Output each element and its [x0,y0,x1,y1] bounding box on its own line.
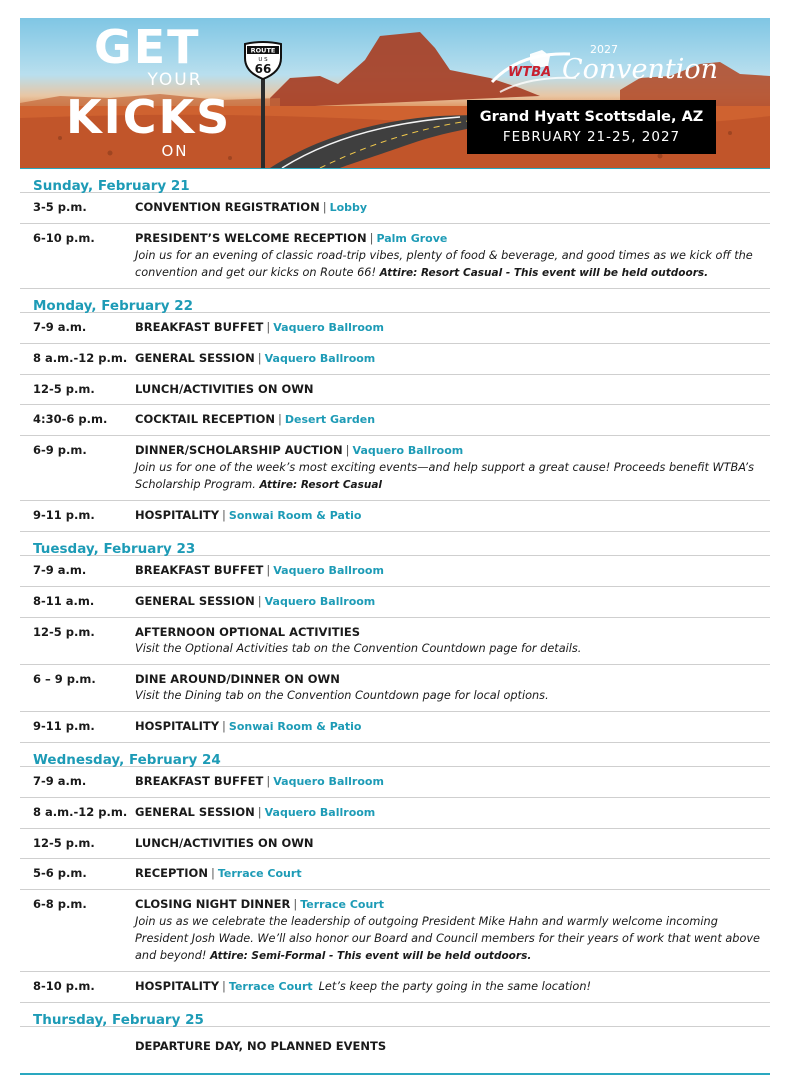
event-time: 6-9 p.m. [33,443,87,457]
event-row: 8-10 p.m. HOSPITALITY | Terrace Court Let’s keep the party going in the same location! [20,972,770,1003]
day-header-sunday: Sunday, February 21 [20,169,770,193]
event-row: 6-10 p.m. PRESIDENT’S WELCOME RECEPTION | Palm Grove Join us for an evening of classic road-trip vibes, plenty of food & beverage, and good times as we kick off the convention and get our kicks on Route 66! Attire: Resort Casual - This event will be held outdoors. [20,224,770,289]
event-location: Sonwai Room & Patio [228,720,362,733]
headline-kicks: KICKS [66,90,232,144]
schedule [20,168,770,1075]
event-title: BREAKFAST BUFFET [135,563,264,577]
day-header-wednesday: Wednesday, February 24 [20,743,770,767]
event-row [20,829,770,859]
event-location: Vaquero Ballroom [264,595,376,608]
event-time: 12-5 p.m. [33,625,95,639]
event-location: Lobby [329,201,368,214]
event-time: 5-6 p.m. [33,866,87,880]
event-time: 8-10 p.m. [33,979,95,993]
event-time: 7-9 a.m. [33,774,87,788]
event-time: 6-8 p.m. [33,897,87,911]
event-row: 7-9 a.m. BREAKFAST BUFFET | Vaquero Ballroom [20,767,770,798]
event-location: Vaquero Ballroom [273,775,384,788]
event-attire: Attire: Resort Casual - This event will be held outdoors. [379,267,709,279]
event-title: DINNER/SCHOLARSHIP AUCTION [135,443,343,457]
day-header-monday: Monday, February 22 [20,289,770,313]
event-time: 8 a.m.-12 p.m. [33,805,128,819]
event-time: 9-11 p.m. [33,719,95,733]
sign-top-text: ROUTE [250,46,276,55]
event-row: 4:30-6 p.m. COCKTAIL RECEPTION | Desert Garden [20,405,770,436]
event-title: COCKTAIL RECEPTION [135,412,275,426]
event-row: 3-5 p.m. CONVENTION REGISTRATION | Lobby [20,193,770,224]
event-title: DEPARTURE DAY, NO PLANNED EVENTS [135,1039,387,1053]
event-location: Vaquero Ballroom [273,321,384,334]
event-time: 4:30-6 p.m. [33,412,108,426]
event-title: LUNCH/ACTIVITIES ON OWN [135,836,314,850]
event-location: Terrace Court [228,980,313,993]
event-row: 6-8 p.m. CLOSING NIGHT DINNER | Terrace Court Join us as we celebrate the leadership of outgoing President Mike Hahn and warmly welcome incoming President Josh Wade. We’ll also honor our Board and Council members for their years of work that went above and beyond! Attire: Semi-Formal - This event will be held outdoors. [20,890,770,972]
event-row [20,665,770,712]
convention-year: 2027 [590,43,618,56]
event-row: 8 a.m.-12 p.m. GENERAL SESSION | Vaquero Ballroom [20,344,770,375]
event-title: DINE AROUND/DINNER ON OWN [135,672,340,686]
event-time: 9-11 p.m. [33,508,95,522]
event-time: 7-9 a.m. [33,320,87,334]
event-description: Visit the Dining tab on the Convention Countdown page for local options. [135,689,549,702]
event-row: 9-11 p.m. HOSPITALITY | Sonwai Room & Patio [20,501,770,532]
event-location: Vaquero Ballroom [264,352,376,365]
event-time: 3-5 p.m. [33,200,87,214]
event-title: BREAKFAST BUFFET [135,320,264,334]
event-description: Join us as we celebrate the leadership of outgoing President Mike Hahn and warmly welcome incoming President Josh Wade. We’ll also honor our Board and Council members for their years of work that went above and beyond! [135,915,761,962]
wtba-logo-text: WTBA [508,65,552,80]
event-location: Vaquero Ballroom [273,564,384,577]
event-row: 5-6 p.m. RECEPTION | Terrace Court [20,859,770,890]
event-title: RECEPTION [135,866,208,880]
day-header-tuesday: Tuesday, February 23 [20,532,770,556]
event-row: 8-11 a.m. GENERAL SESSION | Vaquero Ballroom [20,587,770,618]
event-location: Palm Grove [376,232,448,245]
event-description: Join us for one of the week’s most exciting events—and help support a great cause! Proceeds benefit WTBA’s Scholarship Program. [135,461,755,491]
event-row: 9-11 p.m. HOSPITALITY | Sonwai Room & Patio [20,712,770,743]
event-row: 7-9 a.m. BREAKFAST BUFFET | Vaquero Ballroom [20,313,770,344]
event-time: 6-10 p.m. [33,231,95,245]
event-attire: Attire: Resort Casual [259,479,383,491]
venue-name: Grand Hyatt Scottsdale, AZ [479,109,704,125]
convention-script-title: Convention [562,54,719,85]
event-title: HOSPITALITY [135,979,220,993]
event-row [20,1027,770,1059]
event-time: 12-5 p.m. [33,382,95,396]
event-description: Let’s keep the party going in the same location! [318,980,592,993]
event-title: PRESIDENT’S WELCOME RECEPTION [135,231,367,245]
event-title: BREAKFAST BUFFET [135,774,264,788]
event-title: AFTERNOON OPTIONAL ACTIVITIES [135,625,360,639]
event-title: CLOSING NIGHT DINNER [135,897,291,911]
event-row: 8 a.m.-12 p.m. GENERAL SESSION | Vaquero Ballroom [20,798,770,829]
event-location: Desert Garden [284,413,376,426]
event-description: Join us for an evening of classic road-trip vibes, plenty of food & beverage, and good times as we kick off the convention and get our kicks on Route 66! [135,249,753,279]
event-location: Vaquero Ballroom [264,806,376,819]
venue-box [467,100,716,154]
event-title: CONVENTION REGISTRATION [135,200,320,214]
headline-get: GET [94,20,201,74]
event-row [20,375,770,405]
route-66-shield-icon [242,40,284,80]
event-row: 7-9 a.m. BREAKFAST BUFFET | Vaquero Ballroom [20,556,770,587]
event-title: GENERAL SESSION [135,805,255,819]
event-time: 12-5 p.m. [33,836,95,850]
day-header-thursday: Thursday, February 25 [20,1003,770,1027]
event-title: GENERAL SESSION [135,594,255,608]
event-description: Visit the Optional Activities tab on the Convention Countdown page for details. [135,642,582,655]
event-location: Vaquero Ballroom [352,444,464,457]
event-time: 6 – 9 p.m. [33,672,96,686]
event-location: Terrace Court [300,898,384,911]
event-time: 8-11 a.m. [33,594,95,608]
sign-number-text: 66 [254,62,272,76]
event-location: Sonwai Room & Patio [228,509,362,522]
event-location: Terrace Court [217,867,302,880]
event-time [20,1039,135,1059]
event-attire: Attire: Semi-Formal - This event will be held outdoors. [210,950,532,962]
event-title: LUNCH/ACTIVITIES ON OWN [135,382,314,396]
event-time: 7-9 a.m. [33,563,87,577]
event-title: HOSPITALITY [135,508,220,522]
event-title: GENERAL SESSION [135,351,255,365]
headline-on: ON [161,142,189,160]
sign-mid-text: U S [258,57,268,63]
headline-your: YOUR [147,70,203,90]
event-row: 6-9 p.m. DINNER/SCHOLARSHIP AUCTION | Vaquero Ballroom Join us for one of the week’s most exciting events—and help support a great cause! Proceeds benefit WTBA’s Scholarship Program. Attire: Resort Casual [20,436,770,501]
event-title: HOSPITALITY [135,719,220,733]
venue-dates: FEBRUARY 21-25, 2027 [502,129,681,145]
event-row [20,618,770,665]
event-time: 8 a.m.-12 p.m. [33,351,128,365]
header-banner [20,18,770,168]
